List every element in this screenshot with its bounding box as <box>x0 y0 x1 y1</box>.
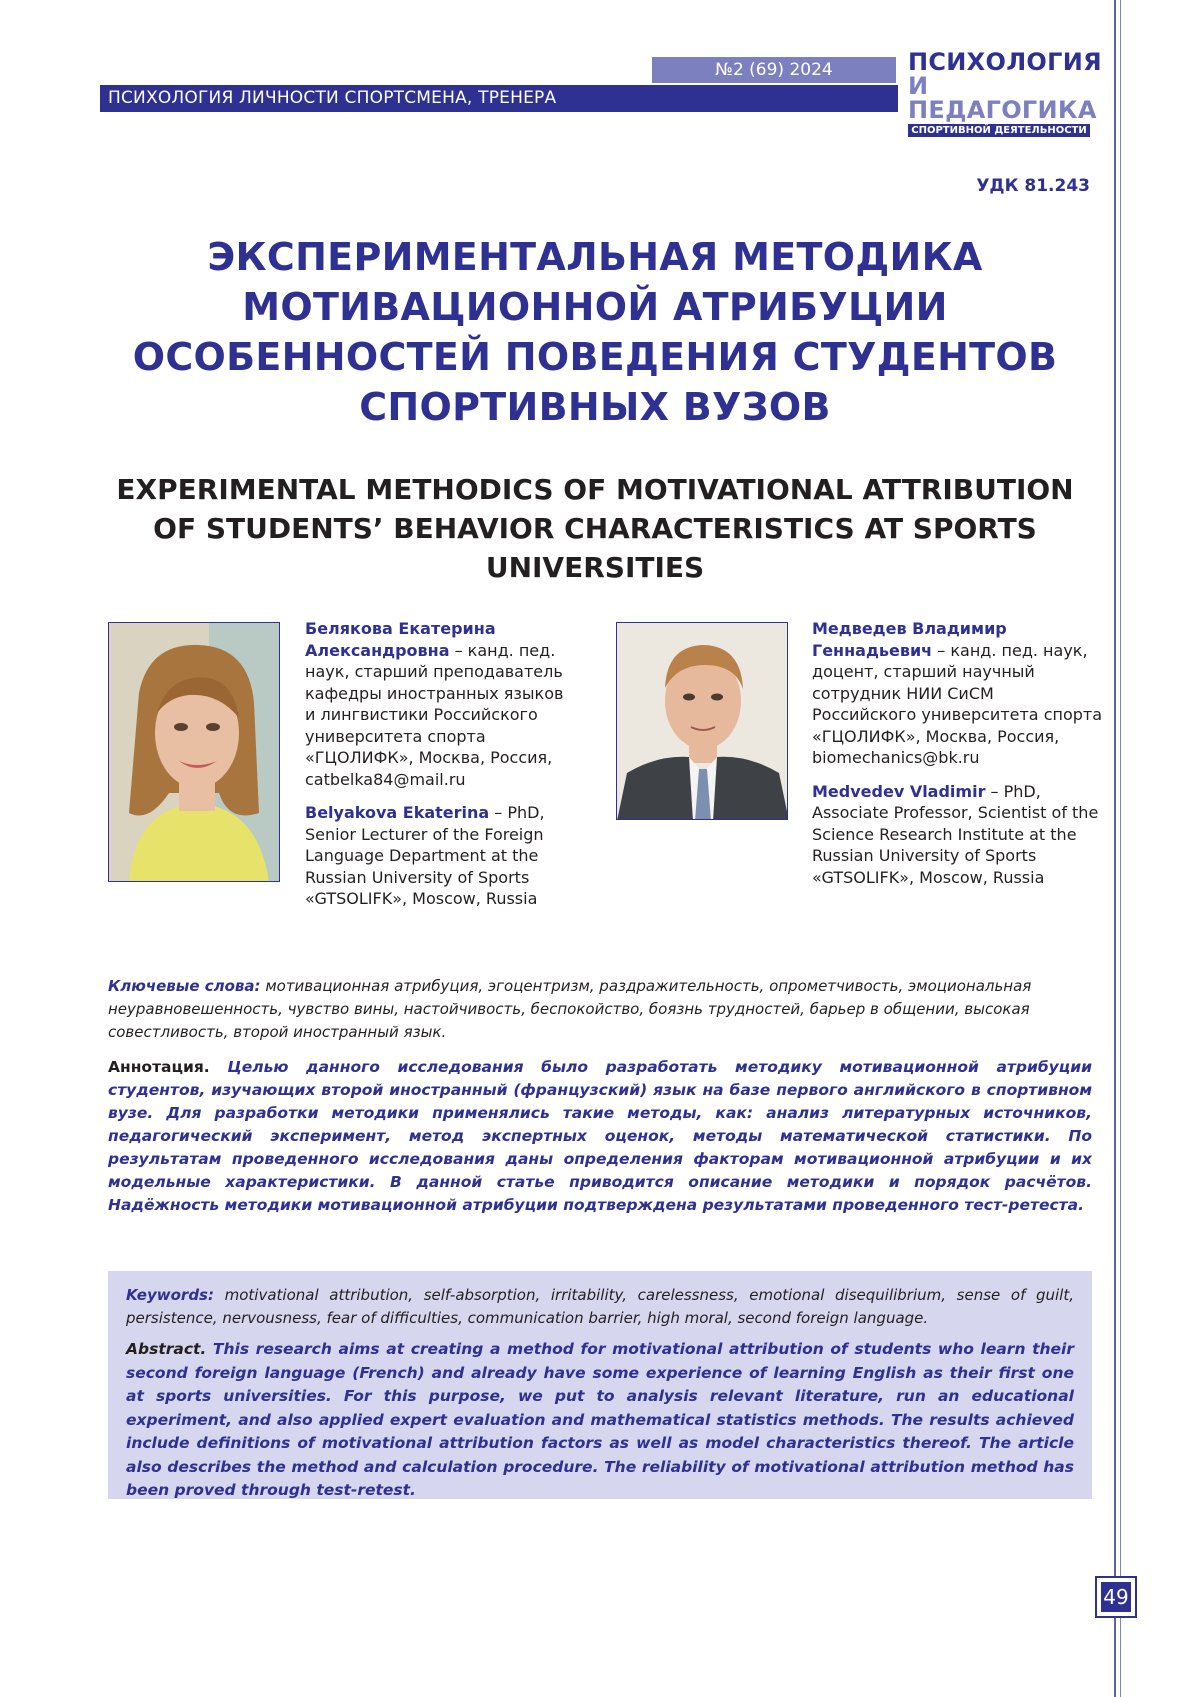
author-photo-2 <box>616 622 788 820</box>
keywords-en-text: motivational attribution, self-absorption, irritability, carelessness, emotional disequilibrium, sense of guilt, persistence, nervousness, fear of difficulties, communication barrier, high moral, second foreign language. <box>126 1286 1074 1327</box>
author-block-1 <box>305 618 575 922</box>
logo-line-2: И ПЕДАГОГИКА <box>908 72 1097 124</box>
keywords-ru-label: Ключевые слова: <box>108 977 261 995</box>
annotation-ru <box>108 1056 1092 1217</box>
keywords-en-label: Keywords: <box>126 1286 214 1304</box>
author-1-name-en: Belyakova Ekaterina <box>305 803 490 822</box>
annotation-ru-label: Аннотация. <box>108 1058 210 1076</box>
author-1-info-en: – PhD, Senior Lecturer of the Foreign Language Department at the Russian University of Sports «GTSOLIFK», Moscow, Russia <box>305 803 545 908</box>
udk-code: УДК 81.243 <box>976 176 1090 196</box>
abstract-en-label: Abstract. <box>126 1340 207 1358</box>
keywords-ru <box>108 975 1092 1044</box>
english-summary-box <box>108 1271 1092 1499</box>
keywords-ru-text: мотивационная атрибуция, эгоцентризм, раздражительность, опрометчивость, эмоциональная неуравновешенность, чувство вины, настойчивость, беспокойство, боязнь трудностей, барьер в общении, высокая совестливость, второй иностранный язык. <box>108 977 1032 1041</box>
abstract-en <box>126 1338 1074 1503</box>
author-2-name-en: Medvedev Vladimir <box>812 781 986 801</box>
logo-line-1: ПСИХОЛОГИЯ <box>908 48 1102 76</box>
author-2-name-ru: Медведев Владимир Геннадьевич <box>812 619 1007 660</box>
author-2-en <box>812 781 1102 889</box>
page-number-box <box>1095 1576 1137 1618</box>
abstract-en-text: This research aims at creating a method for motivational attribution of students who learn their second foreign language (French) and already have some experience of learning English as their first one at sports universities. For this purpose, we put to analysis relevant literature, run an educational experiment, and also applied expert evaluation and mathematical statistics methods. The results achieved include definitions of motivational attribution factors as well as model characteristics thereof. The article also describes the method and calculation procedure. The reliability of motivational attribution method has been proved through test-retest. <box>126 1340 1074 1499</box>
annotation-ru-text: Целью данного исследования было разработать методику мотивационной атрибуции студентов, изучающих второй иностранный (французский) язык на базе первого английского в спортивном вузе. Для разработки методики применялись такие методы, как: анализ литературных источников, педагогический эксперимент, метод экспертных оценок, методы математической статистики. По результатам проведенного исследования даны определения факторам мотивационной атрибуции и их модельные характеристики. В данной статье приводится описание методики и порядок расчётов. Надёжность методики мотивационной атрибуции подтверждена результатами проведенного тест-ретеста. <box>108 1058 1092 1214</box>
author-1-name-ru: Белякова Екатерина Александровна <box>305 619 496 660</box>
author-2-ru <box>812 618 1102 769</box>
author-block-2 <box>812 618 1102 900</box>
author-1-info-ru: – канд. пед. наук, старший преподаватель кафедры иностранных языков и лингвистики Российского университета спорта «ГЦОЛИФК», Москва, Россия, catbelka84@mail.ru <box>305 640 564 789</box>
page-number: 49 <box>1101 1582 1131 1612</box>
article-title-ru: ЭКСПЕРИМЕНТАЛЬНАЯ МЕТОДИКА МОТИВАЦИОННОЙ АТРИБУЦИИ ОСОБЕННОСТЕЙ ПОВЕДЕНИЯ СТУДЕНТОВ СПОРТИВНЫХ ВУЗОВ <box>132 235 1058 429</box>
logo-line-3: СПОРТИВНОЙ ДЕЯТЕЛЬНОСТИ <box>908 124 1090 137</box>
frame-line <box>1120 0 1121 1697</box>
author-photo-1 <box>108 622 280 882</box>
author-1-en <box>305 802 575 910</box>
author-1-ru <box>305 618 575 790</box>
journal-logo <box>908 48 1102 137</box>
article-title-en: EXPERIMENTAL METHODICS OF MOTIVATIONAL ATTRIBUTION OF STUDENTS’ BEHAVIOR CHARACTERISTICS AT SPORTS UNIVERSITIES <box>116 473 1074 584</box>
author-2-info-ru: – канд. пед. наук, доцент, старший научный сотрудник НИИ СиСМ Российского университета спорта «ГЦОЛИФК», Москва, Россия, biomechanics@bk.ru <box>812 640 1103 767</box>
section-heading: ПСИХОЛОГИЯ ЛИЧНОСТИ СПОРТСМЕНА, ТРЕНЕРА <box>100 85 898 112</box>
frame-line <box>1114 0 1116 1697</box>
keywords-en <box>126 1284 1074 1330</box>
author-2-info-en: – PhD, Associate Professor, Scientist of the Science Research Institute at the Russian University of Sports «GTSOLIFK», Moscow, Russia <box>812 781 1099 887</box>
issue-number: №2 (69) 2024 <box>652 57 896 83</box>
